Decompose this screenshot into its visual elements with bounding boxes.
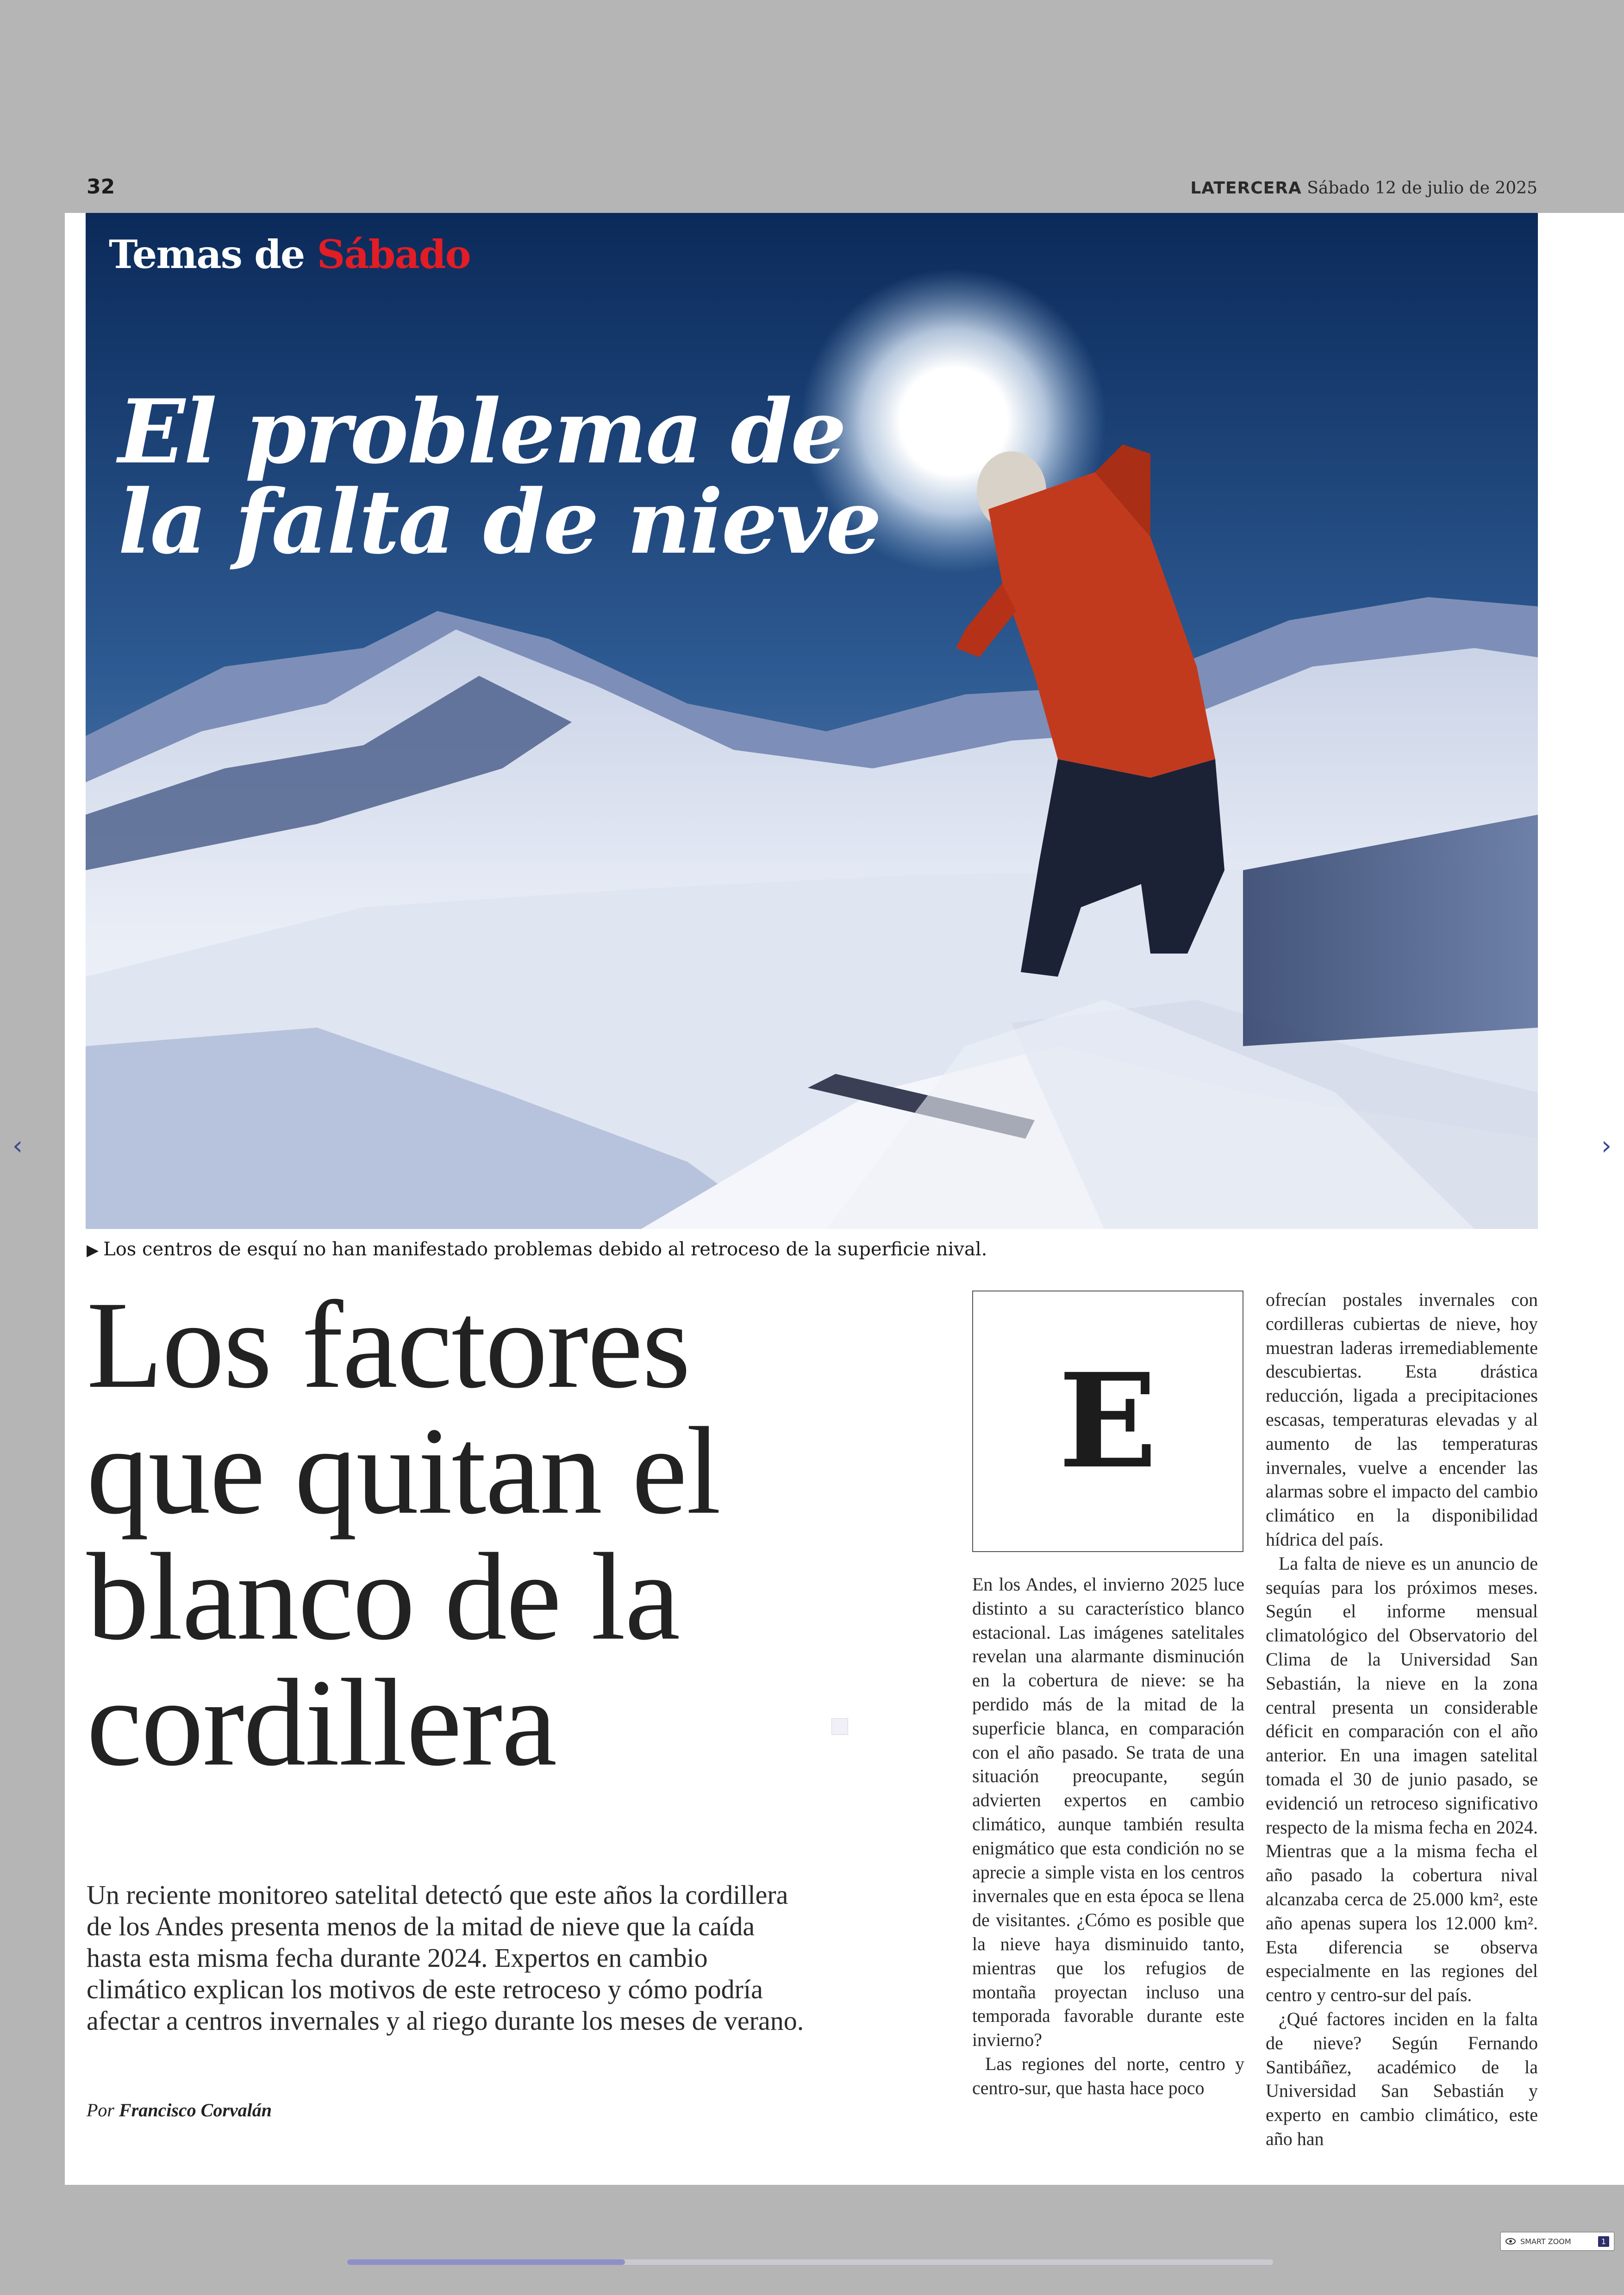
article-column-1 [972,1572,1244,2128]
snowboarder-photo [86,213,1538,1229]
article-column-2 [1266,1288,1538,2149]
page-progress-fill [347,2259,625,2265]
masthead-brand: LATERCERA [1190,179,1302,198]
byline-author: Francisco Corvalán [119,2100,272,2120]
section-label [109,231,470,277]
hero-title [118,380,905,574]
hero-title-line: la falta de nieve [118,470,881,574]
body-paragraph: ¿Qué factores inciden en la falta de nieve? Según Fernando Santibáñez, académico de la Universidad San Sebastián y experto en cambio climático, este año han [1266,2008,1538,2149]
next-page-icon[interactable]: › [1601,1130,1612,1161]
body-paragraph: ofrecían postales invernales con cordilleras cubiertas de nieve, hoy muestran laderas irremediablemente descubiertas. Esta drástica reducción, ligada a precipitaciones escasas, temperaturas elevadas y al aumento de las temperaturas invernales, vuelve a encender las alarmas sobre el impacto del cambio climático en la disponibilidad hídrica del país. [1266,1289,1538,1550]
masthead-date: Sábado 12 de julio de 2025 [1307,179,1537,198]
smart-zoom-badge: 1 [1598,2236,1609,2247]
caption-marker-icon: ▶ [87,1241,99,1260]
headline-line: Los factores [87,1276,690,1414]
zoom-marker-icon[interactable] [831,1718,848,1735]
smart-zoom-label: SMART ZOOM [1520,2237,1571,2246]
masthead [1190,179,1537,198]
byline-prefix: Por [87,2100,114,2120]
hero-photo [86,213,1538,1229]
section-label-prefix: Temas de [109,231,305,277]
hero-title-line: El problema de [118,380,845,483]
body-paragraph: La falta de nieve es un anuncio de sequías para los próximos meses. Según el informe mensual climatológico del Observatorio del Clima de la Universidad San Sebastián, la nieve en la zona central presenta un considerable déficit en comparación con el año anterior. En una imagen satelital tomada el 30 de junio pasado, se evidenció un retroceso significativo respecto de la misma fecha en 2024. Mientras que a la misma fecha el año pasado la cobertura nival alcanzaba cerca de 25.000 km², este año apenas supera los 12.000 km². Esta diferencia se observa especialmente en las regiones del centro y centro-sur del país. [1266,1553,1538,2006]
article-headline [87,1276,911,1792]
headline-line: cordillera [87,1653,556,1792]
photo-caption [87,1239,987,1260]
headline-line: blanco de la [87,1528,680,1666]
caption-text: Los centros de esquí no han manifestado problemas debido al retroceso de la superficie nival. [103,1239,987,1260]
smart-zoom-button[interactable] [1500,2232,1615,2251]
section-label-accent: Sábado [317,231,470,277]
previous-page-icon[interactable]: ‹ [12,1130,23,1161]
drop-cap-letter: E [1058,1345,1157,1497]
page-number: 32 [87,175,115,199]
headline-line: que quitan el [87,1402,720,1540]
byline [87,2099,272,2121]
eye-icon [1505,2238,1516,2245]
body-paragraph: Las regiones del norte, centro y centro-sur, que hasta hace poco [972,2053,1244,2098]
body-paragraph: En los Andes, el invierno 2025 luce distinto a su característico blanco estacional. Las imágenes satelitales revelan una alarmante disminución en la cobertura de nieve: se ha perdido más de la mitad de la superficie blanca, en comparación con el año pasado. Se trata de una situación preocupante, según advierten expertos en cambio climático, aunque también resulta enigmático que esta condición no se aprecie a simple vista en los centros invernales que en esta época se llena de visitantes. ¿Cómo es posible que la nieve haya disminuido tanto, mientras que los refugios de montaña proyectan incluso una temporada favorable durante este invierno? [972,1574,1244,2051]
article-lead: Un reciente monitoreo satelital detectó que este años la cordillera de los Andes presenta menos de la mitad de nieve que la caída hasta esta misma fecha durante 2024. Expertos en cambio climático explican los motivos de este retroceso y cómo podría afectar a centros invernales y al riego durante los meses de verano. [87,1880,804,2036]
